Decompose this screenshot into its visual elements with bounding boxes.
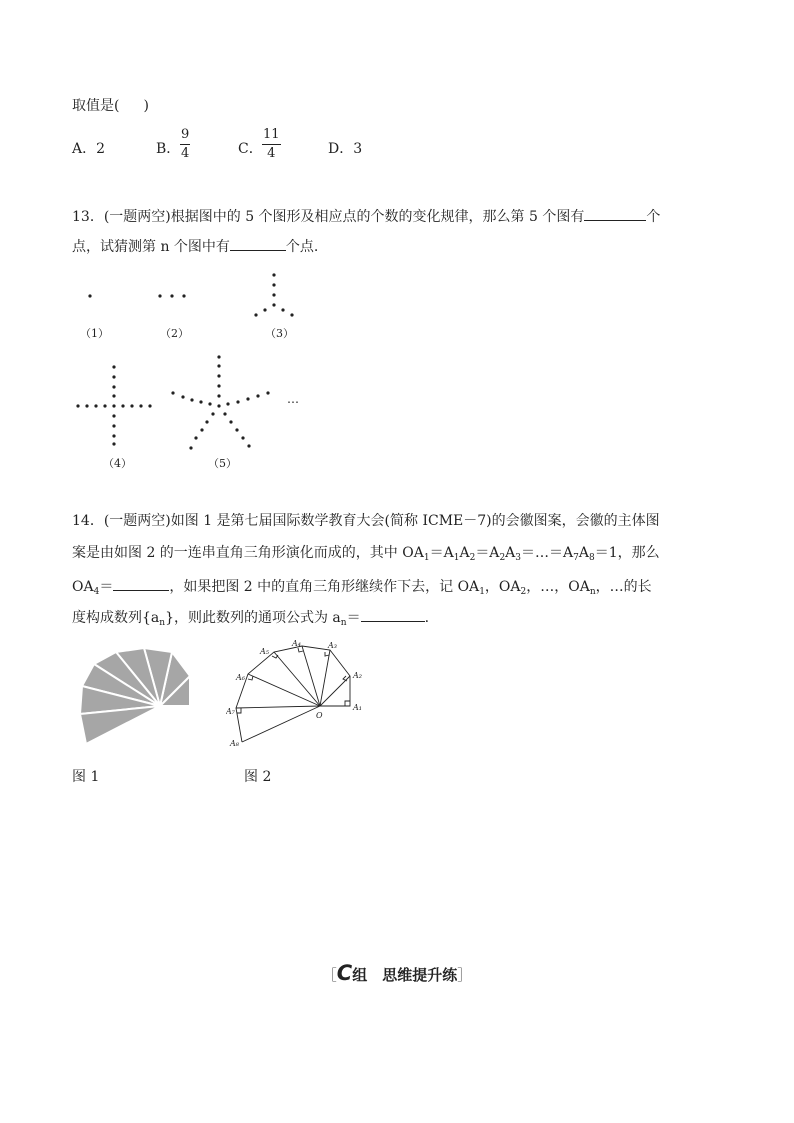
q14-text: 度构成数列{a — [72, 610, 160, 626]
q14-sub: n — [340, 618, 347, 628]
q14-text: ＝ — [99, 579, 114, 595]
q13-blank-1[interactable] — [584, 206, 646, 221]
right-angle-mark — [248, 676, 253, 680]
point-a4: A₄ — [292, 639, 301, 648]
q14-sub: 2 — [520, 587, 527, 597]
q14-text: ＝ — [346, 610, 361, 626]
option-d-label: D．3 — [328, 141, 363, 157]
q14-text: OA — [72, 579, 94, 595]
q14-blank-1[interactable] — [113, 576, 169, 591]
q12-suffix: ) — [143, 98, 149, 114]
fig1-caption: （1） — [80, 327, 109, 340]
option-a-label: A．2 — [72, 141, 106, 157]
bracket-open: ［ — [321, 966, 337, 984]
point-a8: A₈ — [230, 739, 239, 748]
right-angle-mark — [298, 648, 303, 652]
spiral-ray — [274, 652, 320, 706]
fig4-caption: （4） — [103, 457, 132, 470]
q14-text: ，如果把图 2 中的直角三角形继续作下去，记 OA — [169, 579, 480, 595]
group-letter: C — [336, 961, 353, 985]
fig3-dot — [290, 313, 293, 316]
q13-text-1b: 个 — [646, 209, 661, 225]
fig3-dot — [272, 293, 275, 296]
spiral-ray — [236, 706, 320, 708]
q14-blank-2[interactable] — [361, 607, 425, 622]
q13-line2 — [72, 236, 318, 257]
q14-sub: 1 — [423, 553, 430, 563]
option-b-label: B． — [156, 141, 181, 157]
fig3-dot — [281, 308, 284, 311]
q14-text: A — [578, 545, 590, 561]
q14-sub: 2 — [469, 553, 476, 563]
q13-text-2a: 点，试猜测第 n 个图中有 — [72, 239, 230, 255]
fig2-dot — [170, 294, 173, 297]
q14-sub: 8 — [589, 553, 595, 563]
q14-text: ＝A — [429, 545, 454, 561]
q13-text-1a: 13．(一题两空)根据图中的 5 个图形及相应点的个数的变化规律，那么第 5 个图有 — [72, 209, 585, 225]
fig2-caption: （2） — [160, 327, 189, 340]
q14-sub: 2 — [499, 553, 506, 563]
spiral-ray — [242, 706, 320, 742]
option-c-label: C． — [238, 141, 263, 157]
point-a5: A₅ — [260, 647, 269, 656]
spiral-ray — [248, 674, 320, 706]
fig-ellipsis: … — [287, 392, 299, 406]
fig1-label: 图 1 — [72, 769, 100, 785]
option-b-fraction — [180, 126, 190, 163]
q14-sub: n — [159, 618, 166, 628]
q14-line2 — [72, 543, 660, 563]
q14-sub: 1 — [453, 553, 460, 563]
q13-blank-2[interactable] — [230, 236, 286, 251]
option-b-numerator: 9 — [180, 126, 190, 145]
q14-line4 — [72, 607, 429, 628]
point-a7: A₇ — [226, 707, 235, 716]
q14-text: ，…，OA — [526, 579, 590, 595]
fig3-dot — [272, 283, 275, 286]
q14-sub: 3 — [515, 553, 522, 563]
section-title: 组 思维提升练 — [352, 966, 458, 984]
fig3-dot — [254, 313, 257, 316]
q14-text: 案是由如图 2 的一连串直角三角形演化而成的，其中 OA — [72, 545, 424, 561]
q14-text: A — [459, 545, 470, 561]
fig3-dot — [272, 273, 275, 276]
q14-line3 — [72, 576, 652, 597]
q14-text: ，OA — [484, 579, 521, 595]
fig5-dots — [171, 355, 269, 449]
q13-dot-figures — [0, 260, 360, 480]
point-a6: A₆ — [236, 673, 245, 682]
option-c-fraction — [262, 126, 281, 163]
right-angle-mark — [237, 708, 241, 713]
option-b-denominator: 4 — [181, 146, 190, 161]
fig2-spiral — [226, 638, 366, 750]
spiral-ray — [302, 646, 320, 706]
q13-text-2b: 个点. — [285, 239, 319, 255]
q14-text: }，则此数列的通项公式为 a — [165, 610, 341, 626]
point-a3: A₃ — [328, 641, 337, 650]
q14-text: ＝A — [475, 545, 500, 561]
fig3-dot — [272, 303, 275, 306]
fig2-dot — [182, 294, 185, 297]
q14-sub: n — [589, 587, 596, 597]
fig3-dot — [263, 308, 266, 311]
fig4-dots — [76, 365, 151, 445]
fig2-dot — [158, 294, 161, 297]
q14-text: ＝…＝A — [521, 545, 574, 561]
option-c-denominator: 4 — [267, 146, 276, 161]
point-o: O — [316, 711, 323, 720]
right-angle-mark — [345, 701, 350, 706]
q14-sub: 7 — [573, 553, 579, 563]
fig5-caption: （5） — [208, 457, 237, 470]
q14-text: A — [505, 545, 516, 561]
fig1-logo — [78, 648, 198, 748]
point-a2: A₂ — [353, 671, 362, 680]
section-header — [0, 961, 794, 985]
q12-stem — [72, 96, 149, 116]
q14-sub: 1 — [479, 587, 485, 597]
q14-text: . — [424, 610, 430, 626]
fig3-caption: （3） — [265, 327, 294, 340]
q14-text: ，…的长 — [595, 579, 652, 595]
q12-prefix: 取值是( — [72, 98, 120, 114]
q14-sub: 4 — [93, 587, 100, 597]
right-angle-mark — [343, 676, 347, 681]
option-c-numerator: 11 — [262, 126, 281, 145]
fig2-label: 图 2 — [244, 769, 272, 785]
q13-line1 — [72, 206, 660, 227]
q14-line1: 14．(一题两空)如图 1 是第七届国际数学教育大会(简称 ICME－7)的会徽图案，会徽的主体图 — [72, 513, 660, 529]
right-angle-mark — [325, 652, 329, 656]
q14-text: ＝1，那么 — [594, 545, 660, 561]
bracket-close: ］ — [457, 966, 473, 984]
point-a1: A₁ — [353, 703, 362, 712]
fig1-dot — [88, 294, 91, 297]
